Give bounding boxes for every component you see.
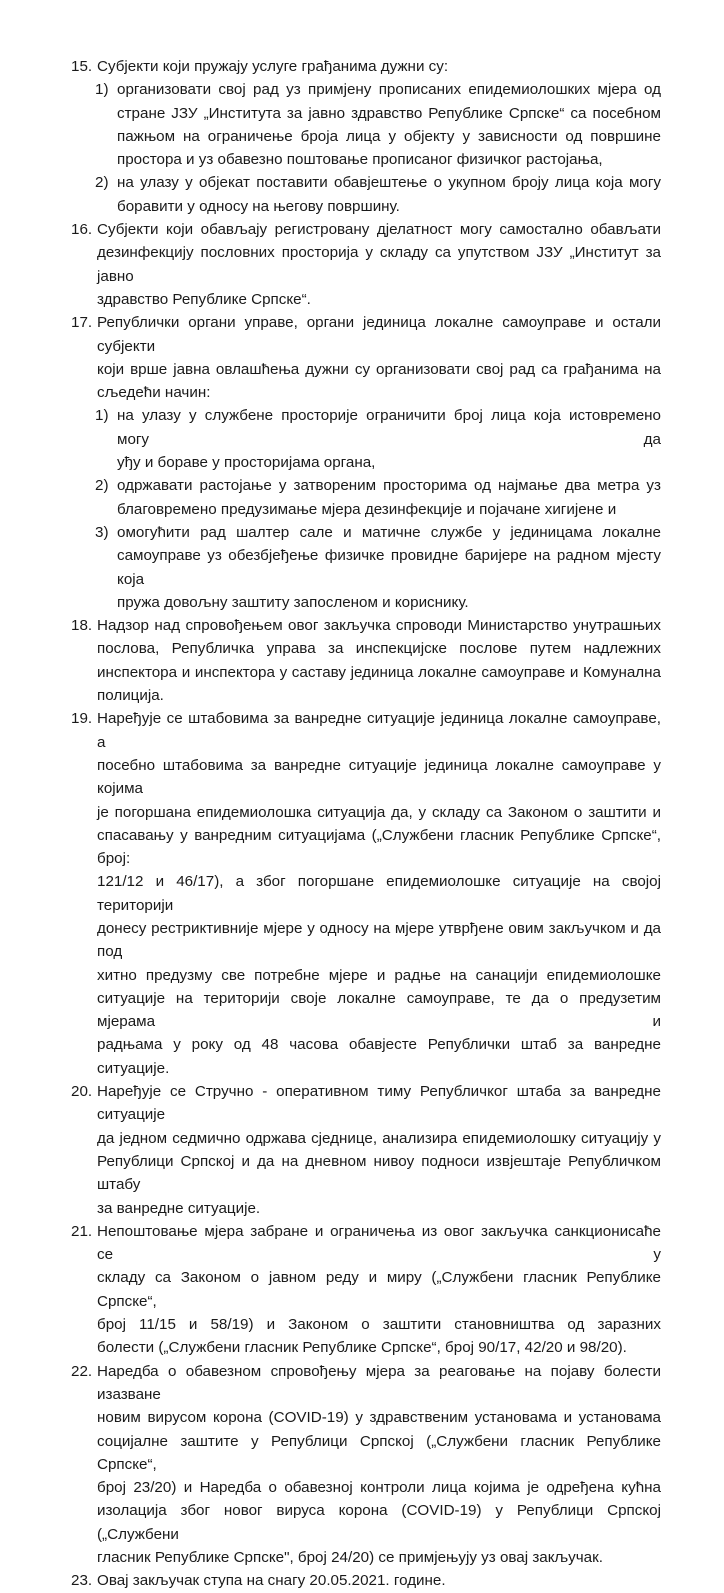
item-number: 21. [71,1222,93,1240]
paragraph-line: на улазу у службене просторије ограничити број лица која истовремено могу да [117,407,661,448]
paragraph-line: боравити у односу на његову површину. [117,197,400,215]
item-number: 17. [71,314,93,332]
paragraph-line: је погоршана епидемиолошка ситуација да, у складу са Законом о заштити и [97,803,661,821]
sub-item-number: 1) [95,407,109,425]
paragraph-line: посебно штабовима за ванредне ситуације јединица локалне самоуправе у којима [97,756,661,798]
paragraph-line: благовремено предузимање мјера дезинфекције и појачане хигијене и [117,500,617,518]
paragraph-line: омогућити рад шалтер сале и матичне службе у јединицама локалне [117,523,661,541]
sub-item-number: 1) [95,81,109,99]
paragraph-line: да једном седмично одржава сједнице, анализира епидемиолошку ситуацију у [97,1129,661,1147]
item-number: 16. [71,221,93,239]
paragraph-line: Наредба о обавезном спровођењу мјера за реаговање на појаву болести изазване [97,1362,661,1403]
paragraph-line: Наређује се Стручно - оперативном тиму Републичког штаба за ванредне ситуације [97,1083,661,1124]
paragraph-line: сљедећи начин: [97,384,211,402]
list-item-20 [71,1080,661,1220]
paragraph-line: Овај закључак ступа на снагу 20.05.2021. године. [97,1572,446,1590]
item-number: 19. [71,710,93,728]
paragraph-line: складу са Законом о јавном реду и миру („Службени гласник Републике Српске“, [97,1269,661,1310]
sub-item-number: 2) [95,174,109,192]
item-number: 15. [71,58,93,75]
paragraph-line: одржавати растојање у затвореним просторима од најмање два метра уз [117,477,661,495]
sub-item-number: 2) [95,477,109,495]
paragraph-line: инспектора и инспектора у саставу јединица локалне самоуправе и Комунална [97,663,661,681]
paragraph-line: 121/12 и 46/17), а због погоршане епидемиолошке ситуације на својој територији [97,873,661,914]
paragraph-line: број 23/20) и Наредба о обавезној контроли лица којима је одређена кућна [97,1479,661,1497]
paragraph-line: простора и уз обавезно поштовање прописаног физичког растојања, [117,151,603,169]
paragraph-line: болести („Службени гласник Републике Српске“, број 90/17, 42/20 и 98/20). [97,1339,627,1357]
item-number: 20. [71,1083,93,1101]
item-number: 23. [71,1572,93,1590]
item-number: 22. [71,1362,93,1380]
paragraph-line: хитно предузму све потребне мјере и радње на санацији епидемиолошке [97,966,661,984]
sub-item [71,521,661,614]
paragraph-line: уђу и бораве у просторијама органа, [117,454,376,472]
paragraph-line: здравство Републике Српске“. [97,290,311,308]
list-item-22 [71,1360,661,1570]
paragraph-line: гласник Републике Српске", број 24/20) се примјењују уз овај закључак. [97,1549,603,1566]
paragraph-line: изолација због новог вируса корона (COVID-19) у Републици Српској („Службени [97,1502,661,1543]
paragraph-line: број 11/15 и 58/19) и Законом о заштити становништва од заразних [97,1316,661,1334]
paragraph-line: радњама у року од 48 часова обавјесте Републички штаб за ванредне ситуације. [97,1036,661,1077]
paragraph-line: новим вирусом корона (COVID-19) у здравственим установама и установама [97,1409,661,1427]
paragraph-line: организовати свој рад уз примјену прописаних епидемиолошких мјера од [117,81,661,99]
paragraph-line: послова, Републичка управа за инспекцијске послове путем надлежних [97,640,661,658]
paragraph-line: Субјекти који пружају услуге грађанима дужни су: [97,58,449,75]
paragraph-line: полиција. [97,687,164,705]
list-item-21 [71,1220,661,1360]
paragraph-line: Надзор над спровођењем овог закључка спроводи Министарство унутрашњих [97,617,661,635]
paragraph-line: Наређује се штабовима за ванредне ситуације јединица локалне самоуправе, а [97,710,661,751]
list-item-23 [71,1569,661,1592]
sub-item [71,404,661,474]
paragraph-line: за ванредне ситуације. [97,1199,261,1217]
sub-item-number: 3) [95,523,109,541]
paragraph-line: Непоштовање мјера забране и ограничења из овог закључка санкционисаће се у [97,1222,661,1264]
list-item-15 [71,55,661,78]
paragraph-line: ситуације на територији своје локалне самоуправе, те да о предузетим мјерама и [97,989,661,1031]
paragraph-line: пружа довољну заштиту запосленом и кориснику. [117,593,469,611]
list-item-17 [71,311,661,404]
list-item-19 [71,707,661,1080]
paragraph-line: који врше јавна овлашћења дужни су организовати свој рад са грађанима на [97,360,661,378]
paragraph-line: на улазу у објекат поставити обавјештење о укупном броју лица која могу [117,174,661,192]
sub-item [71,474,661,521]
paragraph-line: социјалне заштите у Републици Српској („Службени гласник Републике Српске“, [97,1432,661,1473]
paragraph-line: спасавању у ванредним ситуацијама („Службени гласник Републике Српске“, број: [97,826,661,868]
item-number: 18. [71,617,93,635]
paragraph-line: донесу рестриктивније мјере у односу на мјере утврђене овим закључком и да под [97,919,661,961]
paragraph-line: Републички органи управе, органи јединица локалне самоуправе и остали субјекти [97,314,661,355]
list-item-16 [71,218,661,311]
paragraph-line: стране ЈЗУ „Института за јавно здравство Републике Српске“ са посебном [117,104,661,122]
document-body [71,55,661,1593]
list-item-18 [71,614,661,707]
paragraph-line: самоуправе уз обезбјеђење физичке провидне баријере на радном мјесту која [117,547,661,588]
paragraph-line: Субјекти који обављају регистровану дјелатност могу самостално обављати [97,221,661,239]
paragraph-line: пажњом на ограничење броја лица у објекту у зависности од површине [117,127,661,145]
paragraph-line: Републици Српској и да на дневном нивоу подноси извјештаје Републичком штабу [97,1152,661,1194]
paragraph-line: дезинфекцију пословних просторија у складу са упутством ЈЗУ „Институт за јавно [97,244,661,285]
sub-item [71,78,661,171]
sub-item [71,171,661,218]
